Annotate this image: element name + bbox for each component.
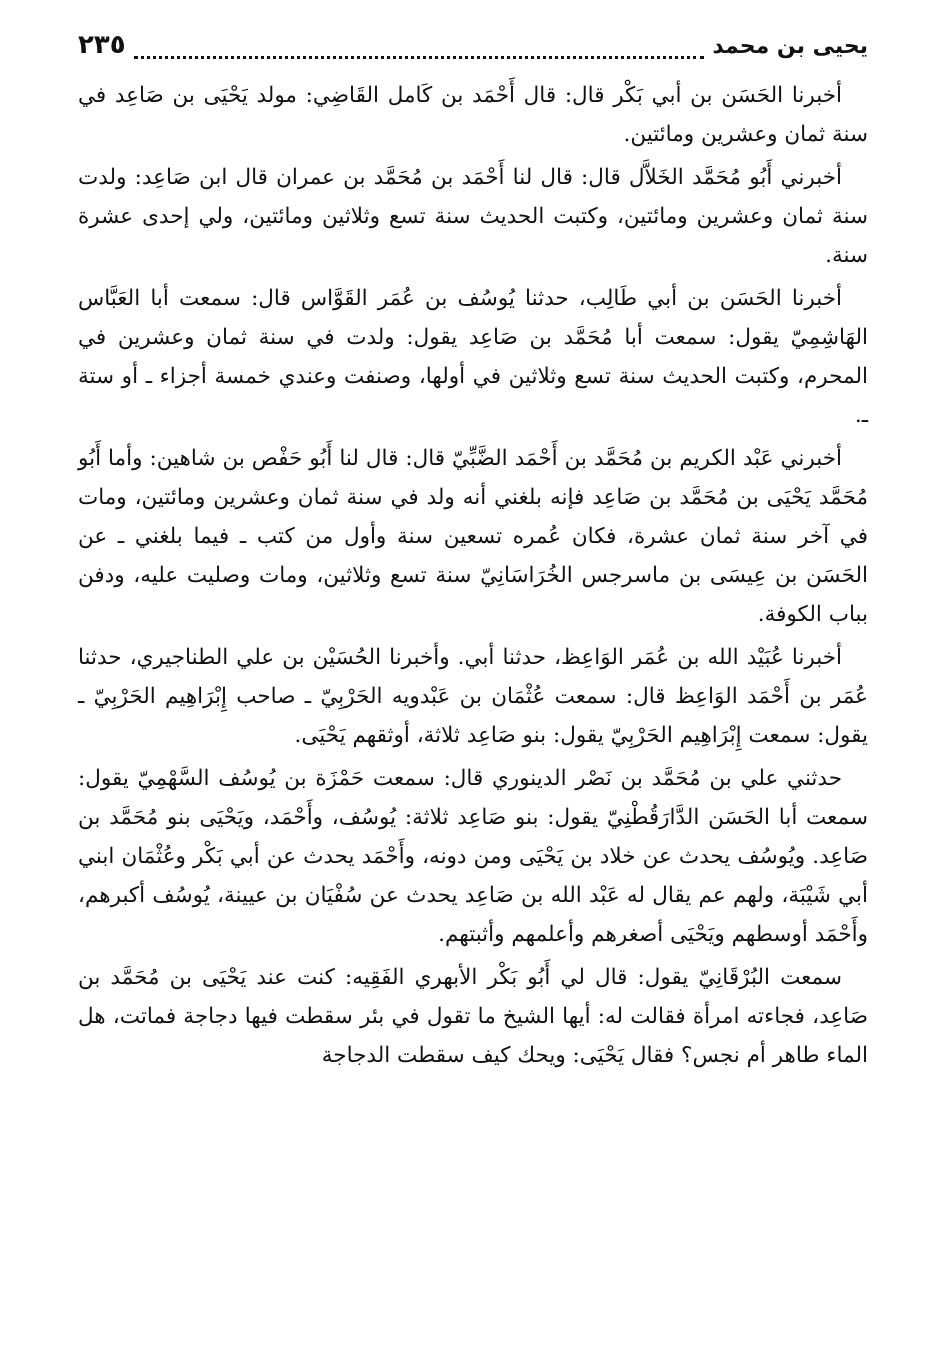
page-number: ٢٣٥	[78, 30, 126, 60]
paragraph: حدثني علي بن مُحَمَّد بن نَصْر الدينوري قال: سمعت حَمْزَة بن يُوسُف السَّهْمِيّ يقول: سمعت أبا الحَسَن الدَّارَقُطْنِيّ يقول: بنو صَاعِد ثلاثة: يُوسُف، وأَحْمَد، ويَحْيَى بنو مُحَمَّد بن صَاعِد. ويُوسُف يحدث عن خلاد بن يَحْيَى ومن دونه، وأَحْمَد يحدث عن أبي بَكْر وعُثْمَان ابني أبي شَيْبَة، ولهم عم يقال له عَبْد الله بن صَاعِد يحدث عن سُفْيَان بن عيينة، يُوسُف أكبرهم، وأَحْمَد أوسطهم ويَحْيَى أصغرهم وأعلمهم وأثبتهم.	[78, 766, 868, 947]
running-title: يحيى بن محمد	[712, 34, 868, 59]
paragraph: أخبرنا عُبَيْد الله بن عُمَر الوَاعِظ، حدثنا أبي. وأخبرنا الحُسَيْن بن علي الطناجيري، حدثنا عُمَر بن أَحْمَد الوَاعِظ قال: سمعت عُثْمَان بن عَبْدويه الحَرْبِيّ ـ صاحب إِبْرَاهِيم الحَرْبِيّ ـ يقول: سمعت إِبْرَاهِيم الحَرْبِيّ يقول: بنو صَاعِد ثلاثة، أوثقهم يَحْيَى.	[78, 645, 868, 748]
dot-leader	[134, 42, 705, 59]
paragraph: أخبرني أَبُو مُحَمَّد الخَلاَّل قال: قال لنا أَحْمَد بن مُحَمَّد بن عمران قال ابن صَاعِد: ولدت سنة ثمان وعشرين ومائتين، وكتبت الحديث سنة تسع وثلاثين ومائتين، ولي إحدى عشرة سنة.	[78, 165, 868, 268]
paragraph: أخبرنا الحَسَن بن أبي بَكْر قال: قال أَحْمَد بن كَامل القَاضِي: مولد يَحْيَى بن صَاعِد في سنة ثمان وعشرين ومائتين.	[78, 83, 868, 147]
paragraph: سمعت البُرْقَانِيّ يقول: قال لي أَبُو بَكْر الأبهري الفَقِيه: كنت عند يَحْيَى بن مُحَمَّد بن صَاعِد، فجاءته امرأة فقالت له: أيها الشيخ ما تقول في بئر سقطت فيها دجاجة فماتت، هل الماء طاهر أم نجس؟ فقال يَحْيَى: ويحك كيف سقطت الدجاجة	[78, 965, 868, 1068]
paragraph: أخبرني عَبْد الكريم بن مُحَمَّد بن أَحْمَد الضَّبِّيّ قال: قال لنا أَبُو حَفْص بن شاهين: وأما أَبُو مُحَمَّد يَحْيَى بن مُحَمَّد بن صَاعِد فإنه بلغني أنه ولد في سنة ثمان وعشرين ومائتين، ومات في آخر سنة ثمان عشرة، فكان عُمره تسعين سنة وأول من كتب ـ فيما بلغني ـ عن الحَسَن بن عِيسَى بن ماسرجس الخُرَاسَانِيّ سنة تسع وثلاثين، ومات وصليت عليه، ودفن بباب الكوفة.	[78, 446, 868, 627]
paragraph: أخبرنا الحَسَن بن أبي طَالِب، حدثنا يُوسُف بن عُمَر القَوَّاس قال: سمعت أبا العَبَّاس الهَاشِمِيّ يقول: سمعت أبا مُحَمَّد بن صَاعِد يقول: ولدت في سنة ثمان وعشرين في المحرم، وكتبت الحديث سنة تسع وثلاثين في أولها، وصنفت وعندي خمسة أجزاء ـ أو ستة ـ.	[78, 286, 868, 428]
running-header	[78, 30, 868, 70]
book-page	[78, 30, 868, 1079]
